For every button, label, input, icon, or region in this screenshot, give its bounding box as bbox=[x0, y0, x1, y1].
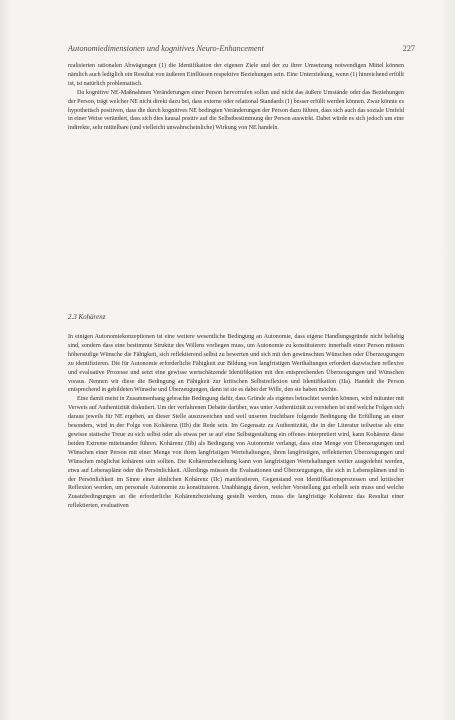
section-heading: 2.3 Kohärenz bbox=[68, 313, 106, 321]
paragraph: Eine damit meist in Zusammenhang gebrachte Bedingung dafür, dass Gründe als eigenes betrachtet werden können, wird mitunter mit Verweis auf Authentizität diskutiert. Um der verfahrenen Debatte darüber, was unter Authentizität zu verstehen ist und welche Folgen sich daraus jeweils für NE ergeben, an dieser Stelle auszuweichen und weil unseren fruchtbare folgende Bedingung die Erfüllung an einer besonders, wird in der Folge von Kohärenz (IIb) die Rede sein. Im Gegensatz zu Authentizität, die in der Literatur teilweise als eine gewisse statische Treue zu sich selbst oder als etwas per se auf eine Selbstgestaltung ein offenes interpretiert wird, kann Kohärenz diese beiden Extreme miteinander führen. Kohärenz (IIb) als Bedingung von Autonomie verlangt, dass eine Menge von Überzeugungen und Wünschen einer Person mit einer Menge von ihren langfristigen Wertehaltungen, ihren langfristigen, reflektierten Überzeugungen und Wünschen möglichst kohärent sein sollten. Die Kohärenzbeziehung kann von langfristigen Wertehaltungen weiter ausgedehnt werden, etwa auf Lebenspläne oder die Persönlichkeit. Allerdings müssen die Evaluationen und Überzeugungen, die sich in Lebensplänen und in der Persönlichkeit im Sinne einer ähnlichen Kohärenz (IIc) manifestieren, Gegenstand von Identifikationsprozessen und kritischer Reflexion werden, um personale Autonomie zu konstituieren. Unabhängig davon, welcher Vorstellung gut erhellt sein muss und welche Zusatzbedingungen an die erforderliche Kohärenzbeziehung gestellt werden, muss die langfristige Kohärenz das Resultat einer reflektierten, evaluativen bbox=[68, 396, 404, 510]
running-header bbox=[68, 44, 415, 53]
body-text-top bbox=[68, 62, 404, 133]
running-title: Autonomiedimensionen und kognitives Neuro-Enhancement bbox=[68, 44, 264, 53]
paragraph: Da kognitive NE-Maßnahmen Veränderungen einer Person hervorrufen sollen und nicht das äußere Umstände oder das Beziehungen der Person, trägt welcher NE nicht direkt dazu bei, dass externe oder relational Standards (1) besser erfüllt werden können. Zwar könnte es hypothetisch positiven, dass die durch kognitives NE bedingten Veränderungen der Person dazu führen, dass sich auch das soziale Umfeld in einer Weise verändert, dass sich dies kausal positiv auf die Selbstbestimmung der Person auswirkt. Dabei würde es sich jedoch um eine indirekte, sehr mittelbare (und vielleicht unwahrscheinliche) Wirkung von NE handeln. bbox=[68, 89, 404, 132]
body-text-section bbox=[68, 333, 404, 511]
paragraph: In einigen Autonomiekonzeptionen ist eine weitere wesentliche Bedingung an Autonomie, dass eigene Handlungsgründe nicht beliebig sind, sondern dass eine bestimmte Struktur des Willens vorliegen muss, um Autonomie zu konstituieren: innerhalb einer Person müssen höherstufige Wünsche die Fähigkeit, sich reflektierend selbst zu bewerten und sich mit den gewünschten Wünschen oder Überzeugungen zu identifizieren. Die für Autonomie erforderliche Fähigkeit zur Bildung von langfristigen Werthaltungen erfordert dazwischen reflexive und evaluative Prozesse und setzt eine gewisse wertschätzende Identifikation mit den entsprechenden Überzeugungen und Wünschen voraus. Nennen wir diese die Bedingung an Fähigkeit zur kritischen Selbstreflexion und Identifikation (IIa). Handelt die Person entsprechend in gebildeten Wünsche und Überzeugungen, dann ist sie es dabei der Wille, den sie haben möchte. bbox=[68, 334, 404, 394]
paragraph: realisierten rationalen Abwägungen (1) die Identifikation der eigenen Ziele und der zu ihrer Umsetzung notwendigen Mittel können nämlich auch lediglich ein Resultat von äußeren Einflüssen respektive Beziehungen sein. Eine Unterziehung, wenn (1) hinreichend erfüllt ist, ist natürlich problematisch. bbox=[68, 63, 404, 87]
page-number: 227 bbox=[402, 44, 415, 53]
